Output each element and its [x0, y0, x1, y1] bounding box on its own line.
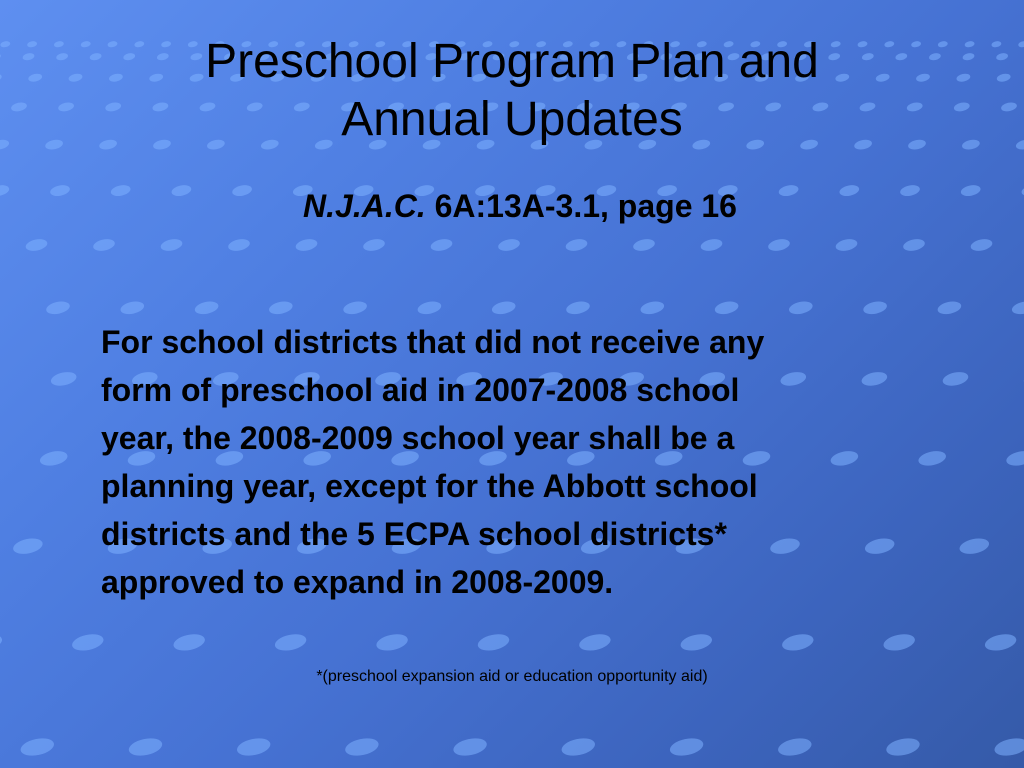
- background-dot: [295, 237, 319, 252]
- background-dot: [497, 237, 521, 252]
- body-line-6: approved to expand in 2008-2009.: [101, 564, 614, 600]
- background-dot: [565, 300, 591, 317]
- background-dot: [452, 736, 489, 759]
- footnote: *(preschool expansion aid or education opportunity aid): [316, 668, 708, 685]
- background-dot: [50, 370, 78, 388]
- background-dot: [781, 632, 815, 654]
- background-dot: [416, 300, 442, 317]
- background-dot: [885, 736, 922, 759]
- background-dot: [273, 632, 307, 654]
- background-dot: [476, 632, 510, 654]
- background-dot: [45, 300, 71, 317]
- background-dot: [491, 300, 517, 317]
- title-line-1: Preschool Program Plan and: [205, 35, 819, 88]
- body-line-1: For school districts that did not receive any: [101, 324, 765, 360]
- background-dot: [1011, 300, 1024, 317]
- background-dot: [970, 237, 994, 252]
- background-dot: [160, 237, 184, 252]
- title-line-2: Annual Updates: [341, 93, 683, 146]
- background-dot: [767, 237, 791, 252]
- background-dot: [679, 632, 713, 654]
- background-dot: [862, 300, 888, 317]
- background-dot: [12, 536, 44, 556]
- background-dot: [632, 237, 656, 252]
- background-dot: [578, 632, 612, 654]
- background-dot: [362, 237, 386, 252]
- citation-code: N.J.A.C.: [303, 188, 426, 224]
- background-dot: [788, 300, 814, 317]
- slide-title: [0, 33, 1024, 149]
- background-dot: [958, 536, 990, 556]
- background-dot: [19, 736, 56, 759]
- background-dot: [344, 736, 381, 759]
- body-line-5: districts and the 5 ECPA school districts*: [101, 516, 727, 552]
- background-dot: [668, 736, 705, 759]
- background-dot: [268, 300, 294, 317]
- background-dot: [882, 632, 916, 654]
- background-dot: [25, 237, 49, 252]
- background-dot: [119, 300, 145, 317]
- background-dot: [700, 237, 724, 252]
- citation-reference: 6A:13A-3.1, page 16: [425, 188, 737, 224]
- background-dot: [902, 237, 926, 252]
- background-dot: [776, 736, 813, 759]
- background-dot: [560, 736, 597, 759]
- background-dot: [835, 237, 859, 252]
- background-dot: [375, 632, 409, 654]
- body-line-3: year, the 2008-2009 school year shall be a: [101, 420, 735, 456]
- body-paragraph: [101, 318, 961, 606]
- body-line-4: planning year, except for the Abbott school: [101, 468, 758, 504]
- background-dot: [172, 632, 206, 654]
- background-dot: [92, 237, 116, 252]
- background-dot: [127, 736, 164, 759]
- background-dot: [227, 237, 251, 252]
- background-dot: [993, 736, 1024, 759]
- background-dot: [430, 237, 454, 252]
- background-dot: [565, 237, 589, 252]
- background-dot: [342, 300, 368, 317]
- background-dot: [0, 632, 4, 654]
- background-dot: [714, 300, 740, 317]
- background-dot: [71, 632, 105, 654]
- body-line-2: form of preschool aid in 2007-2008 school: [101, 372, 740, 408]
- background-dot: [194, 300, 220, 317]
- background-dot: [983, 632, 1017, 654]
- background-dot: [1005, 449, 1024, 468]
- background-dot: [936, 300, 962, 317]
- background-dot: [39, 449, 69, 468]
- background-dot: [639, 300, 665, 317]
- background-dot: [235, 736, 272, 759]
- citation-subtitle: [0, 186, 1024, 226]
